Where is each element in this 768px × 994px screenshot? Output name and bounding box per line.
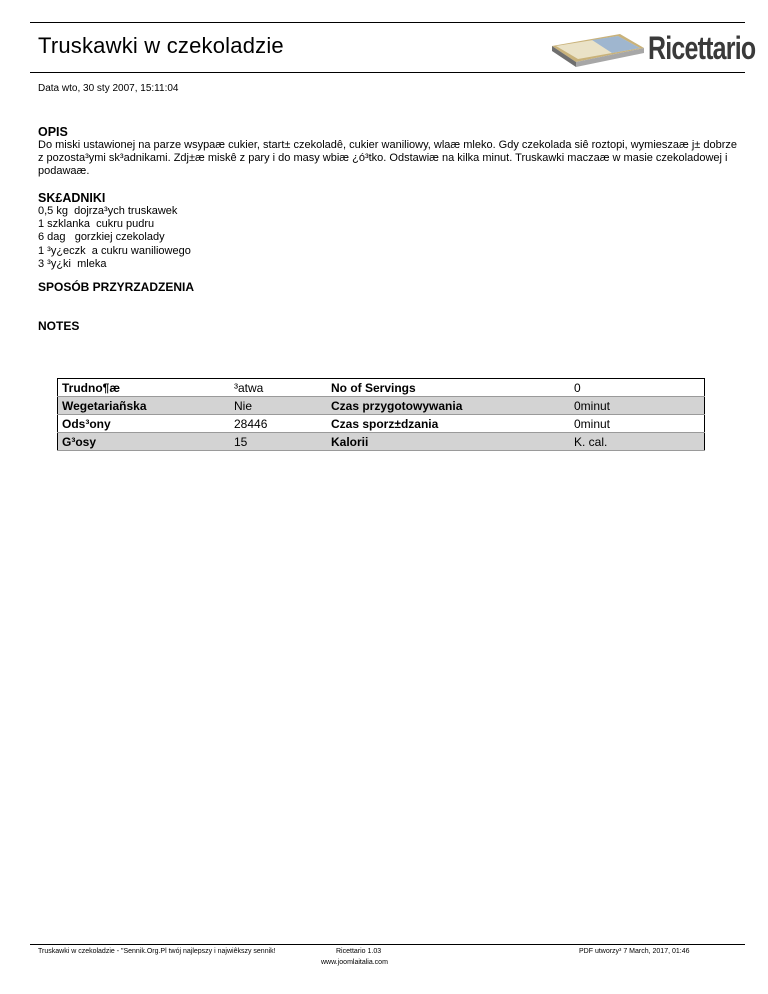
- recipe-book-icon: [548, 26, 648, 72]
- description-text: Do miski ustawionej na parze wsypaæ cukier, start± czekoladê, cukier waniliowy, wlaæ mleko. Gdy czekolada siê roztopi, wymieszaæ j± dobrze z pozosta³ymi sk³adnikami. Zdj±æ miskê z pary i do masy wbiæ ¿ó³tko. Odstawiæ na kilka minut. Truskawki maczaæ w masie czekoladowej i podawaæ.: [38, 139, 738, 178]
- table-cell: 0minut: [574, 416, 611, 431]
- ingredient-item: 3 ³y¿ki mleka: [38, 257, 107, 270]
- table-cell: 0minut: [570, 397, 705, 415]
- table-cell: ³atwa: [234, 380, 264, 395]
- table-cell: 0: [574, 380, 581, 395]
- table-cell: K. cal.: [570, 433, 705, 451]
- table-cell: 28446: [234, 416, 268, 431]
- footer-pdf-created: PDF utworzy³ 7 March, 2017, 01:46: [579, 948, 690, 955]
- ingredient-item: 0,5 kg dojrza³ych truskawek: [38, 205, 178, 217]
- preparation-heading: SPOSÓB PRZYRZADZENIA: [38, 280, 195, 294]
- table-cell: Trudno¶æ: [62, 380, 121, 395]
- ingredient-item: 1 ³y¿eczk a cukru waniliowego: [38, 244, 191, 257]
- logo-text: Ricettario: [648, 30, 756, 66]
- ingredient-item: 1 szklanka cukru pudru: [38, 218, 155, 231]
- recipe-title: Truskawki w czekoladzie: [38, 33, 284, 58]
- ingredients-list: [38, 205, 191, 271]
- notes-heading: NOTES: [38, 319, 80, 333]
- table-cell: Czas sporz±dzania: [331, 416, 439, 431]
- table-cell: Nie: [230, 397, 327, 415]
- recipe-info-table: [57, 378, 705, 451]
- header-top-rule: [30, 22, 745, 23]
- description-heading: OPIS: [38, 125, 68, 139]
- table-row: [58, 415, 705, 433]
- table-cell: Ods³ony: [62, 416, 111, 431]
- ingredients-heading: SK£ADNIKI: [38, 191, 106, 205]
- table-row: [58, 379, 705, 397]
- created-date: Data wto, 30 sty 2007, 15:11:04: [38, 83, 179, 94]
- footer-rule: [30, 944, 745, 945]
- table-cell: 15: [230, 433, 327, 451]
- footer-left-text: Truskawki w czekoladzie - "Sennik.Org.Pl twój najlepszy i najwiêkszy sennik!: [38, 948, 276, 955]
- table-cell: G³osy: [58, 433, 231, 451]
- footer-version: Ricettario 1.03: [336, 948, 382, 955]
- footer-website: www.joomlaitalia.com: [321, 959, 388, 966]
- table-cell: Wegetariañska: [58, 397, 231, 415]
- header-bottom-rule: [30, 72, 745, 73]
- table-cell: Kalorii: [327, 433, 570, 451]
- table-cell: Czas przygotowywania: [327, 397, 570, 415]
- ricettario-logo: [548, 26, 756, 72]
- table-row: [58, 433, 705, 451]
- table-cell: No of Servings: [331, 380, 416, 395]
- table-row: [58, 397, 705, 415]
- ingredient-item: 6 dag gorzkiej czekolady: [38, 231, 165, 244]
